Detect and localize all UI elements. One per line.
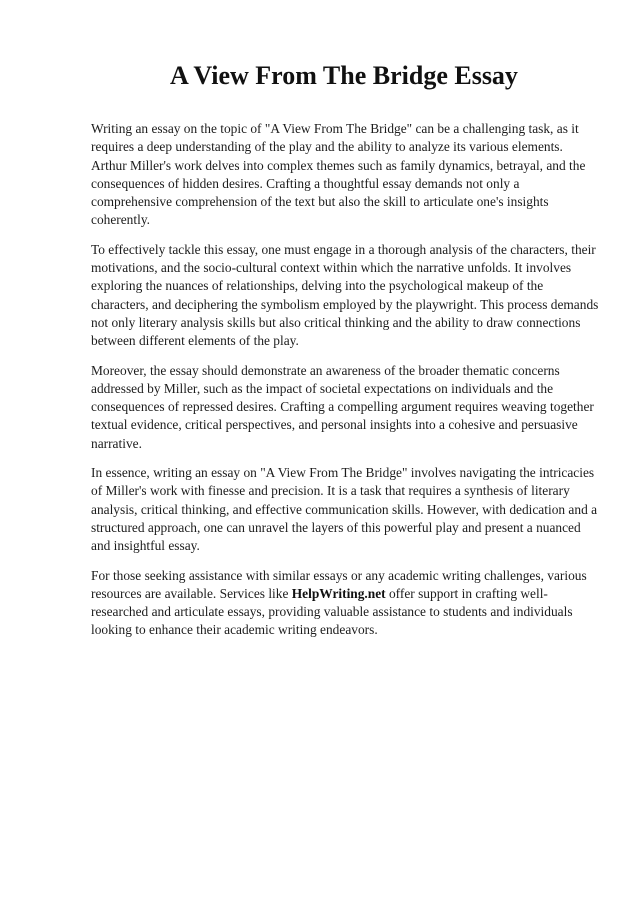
- paragraph-4: In essence, writing an essay on "A View From The Bridge" involves navigating the intricacies of Miller's work with finesse and precision. It is a task that requires a synthesis of literary analysis, critical thinking, and effective communication skills. However, with dedication and a structured approach, one can unravel the layers of this powerful play and present a nuanced and insightful essay.: [91, 465, 598, 554]
- helpwriting-link[interactable]: HelpWriting.net: [291, 585, 386, 601]
- paragraph-5: [91, 567, 601, 640]
- paragraph-5-rest: offer support in crafting well-researched and articulate essays, providing valuable assistance to students and individuals looking to enhance their academic writing endeavors.: [91, 585, 573, 638]
- document-title: A View From The Bridge Essay: [170, 61, 518, 90]
- paragraph-3: Moreover, the essay should demonstrate an awareness of the broader thematic concerns addressed by Miller, such as the impact of societal expectations on individuals and the consequences of repressed desires. Crafting a compelling argument requires weaving together textual evidence, critical perspectives, and personal insights into a cohesive and persuasive narrative.: [91, 362, 594, 451]
- document-body: [91, 120, 601, 651]
- paragraph-2: To effectively tackle this essay, one must engage in a thorough analysis of the characters, their motivations, and the socio-cultural context within which the narrative unfolds. It involves exploring the nuances of relationships, delving into the psychological makeup of the characters, and deciphering the symbolism employed by the playwright. This process demands not only literary analysis skills but also critical thinking and the ability to draw connections between different elements of the play.: [91, 241, 599, 349]
- paragraph-1: Writing an essay on the topic of "A View From The Bridge" can be a challenging task, as it requires a deep understanding of the play and the ability to analyze its various elements. Arthur Miller's work delves into complex themes such as family dynamics, betrayal, and the consequences of hidden desires. Crafting a thoughtful essay demands not only a comprehensive comprehension of the text but also the skill to articulate one's insights coherently.: [91, 121, 586, 228]
- paragraph-5-intro: For those seeking assistance with similar essays or any academic writing challenges, various resources are available. Services like: [91, 567, 587, 601]
